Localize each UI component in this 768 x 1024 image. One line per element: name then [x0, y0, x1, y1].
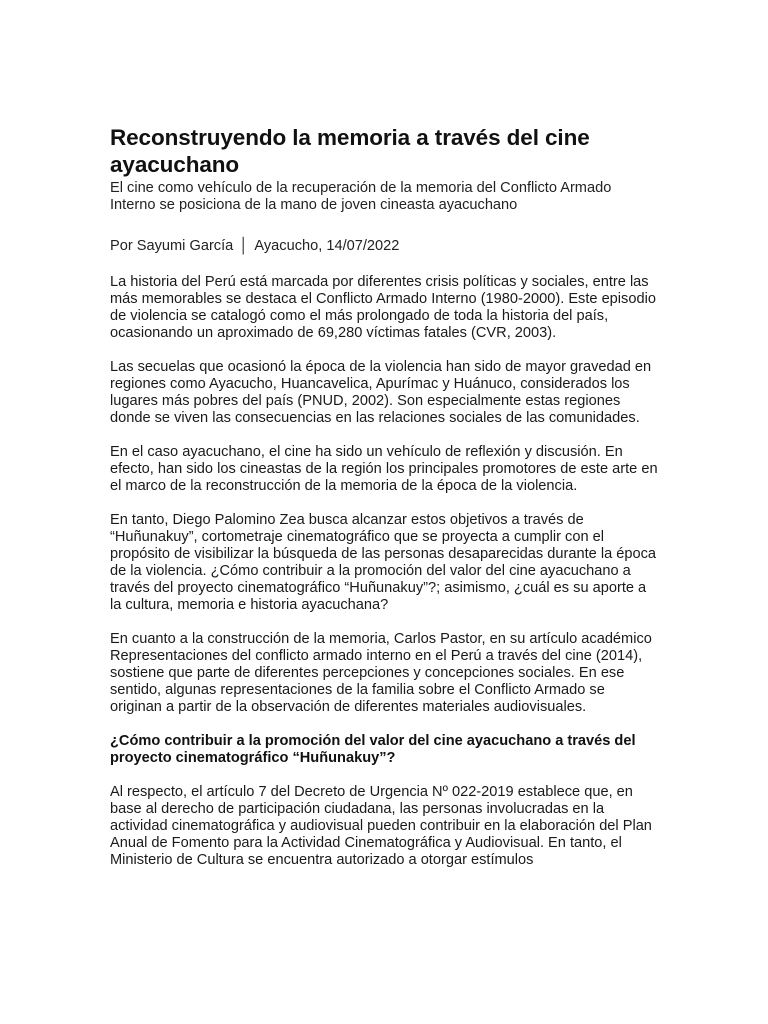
byline [110, 238, 658, 255]
paragraph-1: La historia del Perú está marcada por diferentes crisis políticas y sociales, entre las más memorables se destaca el Conflicto Armado Interno (1980-2000). Este episodio de violencia se catalogó como el más prolongado de toda la historia del país, ocasionando un aproximado de 69,280 víctimas fatales (CVR, 2003). [110, 274, 656, 341]
article-page [110, 124, 658, 886]
location-date: Ayacucho, 14/07/2022 [254, 238, 400, 254]
paragraph-5: En cuanto a la construcción de la memoria, Carlos Pastor, en su artículo académico Representaciones del conflicto armado interno en el Perú a través del cine (2014), sostiene que parte de diferentes percepciones y concepciones sociales. En ese sentido, algunas representaciones de la familia sobre el Conflicto Armado se originan a partir de la observación de diferentes materiales audiovisuales. [110, 631, 652, 715]
section-heading: ¿Cómo contribuir a la promoción del valor del cine ayacuchano a través del proyecto cinematográfico “Huñunakuy”? [110, 733, 636, 766]
article-subtitle: El cine como vehículo de la recuperación de la memoria del Conflicto Armado Interno se posiciona de la mano de joven cineasta ayacuchano [110, 180, 612, 213]
paragraph-2: Las secuelas que ocasionó la época de la violencia han sido de mayor gravedad en regiones como Ayacucho, Huancavelica, Apurímac y Huánuco, considerados los lugares más pobres del país (PNUD, 2002). Son especialmente estas regiones donde se viven las consecuencias en las relaciones sociales de las comunidades. [110, 359, 652, 426]
section-paragraph: Al respecto, el artículo 7 del Decreto de Urgencia Nº 022-2019 establece que, en base al derecho de participación ciudadana, las personas involucradas en la actividad cinematográfica y audiovisual pueden contribuir en la elaboración del Plan Anual de Fomento para la Actividad Cinematográfica y Audiovisual. En tanto, el Ministerio de Cultura se encuentra autorizado a otorgar estímulos [110, 784, 652, 868]
byline-separator: │ [239, 238, 249, 254]
article-title: Reconstruyendo la memoria a través del cine ayacuchano [110, 125, 590, 177]
article-body [110, 274, 658, 869]
paragraph-4: En tanto, Diego Palomino Zea busca alcanzar estos objetivos a través de “Huñunakuy”, cortometraje cinematográfico que se proyecta a cumplir con el propósito de visibilizar la búsqueda de las personas desaparecidas durante la época de la violencia. ¿Cómo contribuir a la promoción del valor del cine ayacuchano a través del proyecto cinematográfico “Huñunakuy”?; asimismo, ¿cuál es su aporte a la cultura, memoria e historia ayacuchana? [110, 512, 656, 613]
author-name: Por Sayumi García [110, 238, 234, 254]
paragraph-3: En el caso ayacuchano, el cine ha sido un vehículo de reflexión y discusión. En efecto, han sido los cineastas de la región los principales promotores de este arte en el marco de la reconstrucción de la memoria de la época de la violencia. [110, 444, 658, 494]
